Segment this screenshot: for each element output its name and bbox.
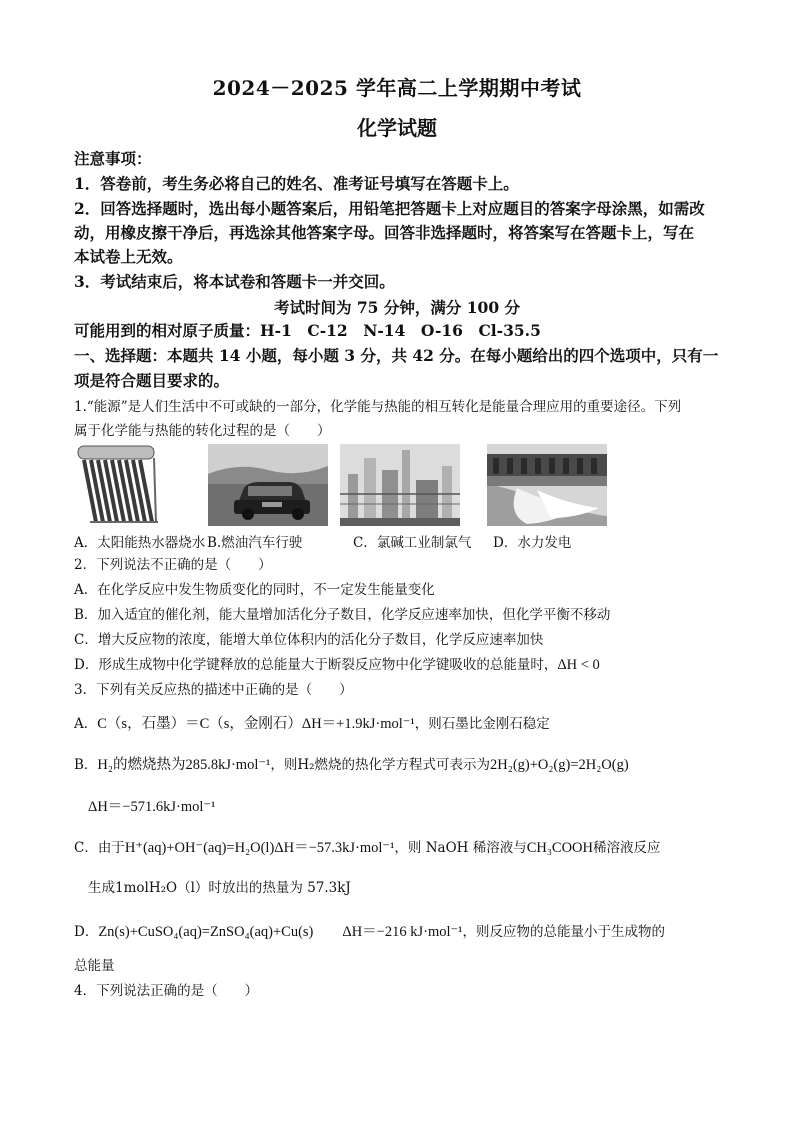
q2-option-d xyxy=(74,655,600,675)
q3-option-c-text: ，则 NaOH 稀溶液与 xyxy=(394,840,527,856)
q1-option-b: B.燃油汽车行驶 xyxy=(207,535,303,551)
q3-option-c xyxy=(74,838,661,858)
notice-item-1: 1．答卷前，考生务必将自己的姓名、准考证号填写在答题卡上。 xyxy=(74,174,519,193)
q2-option-c: C．增大反应物的浓度，能增大单位体积内的活化分子数目，化学反应速率加快 xyxy=(74,632,544,648)
exam-time-score: 考试时间为 75 分钟，满分 100 分 xyxy=(273,298,520,317)
q3-option-b-label: B． xyxy=(74,757,98,773)
q2-option-b: B．加入适宜的催化剂，能大量增加活化分子数目，化学反应速率加快，但化学平衡不移动 xyxy=(74,607,611,623)
atomic-masses: 可能用到的相对原子质量：H-1 C-12 N-14 O-16 Cl-35.5 xyxy=(74,321,541,340)
q3-option-d-text: ，则反应物的总能量小于生成物的 xyxy=(462,924,666,940)
q2-stem: 2．下列说法不正确的是（ ） xyxy=(74,557,272,573)
q1-stem-line-1: 1.“能源”是人们生活中不可或缺的一部分，化学能与热能的相互转化是能量合理应用的重要途径。下列 xyxy=(74,399,682,415)
q3-option-a-text: ，则石墨比金刚石稳定 xyxy=(414,716,550,732)
q1-stem-line-2: 属于化学能与热能的转化过程的是（ ） xyxy=(74,423,331,439)
q3-option-d-formula: Zn(s)+CuSO₄(aq)=ZnSO₄(aq)+Cu(s) ΔH＝−216 kJ·mol⁻¹ xyxy=(98,924,463,940)
q1-option-a: A．太阳能热水器烧水 xyxy=(74,535,206,551)
q1-option-c: C．氯碱工业制氯气 xyxy=(353,535,472,551)
chlor-alkali-plant-image xyxy=(340,444,460,526)
section-1-heading-line-1: 一、选择题：本题共 14 小题，每小题 3 分，共 42 分。在每小题给出的四个选项中，只有一 xyxy=(74,346,719,365)
q3-option-c-formula-2: CH₃COOH xyxy=(526,840,594,856)
q2-option-d-text: D．形成生成物中化学键释放的总能量大于断裂反应物中化学键吸收的总能量时， xyxy=(74,657,558,673)
q3-option-d xyxy=(74,922,665,942)
section-1-heading-line-2: 项是符合题目要求的。 xyxy=(74,371,230,390)
q3-option-b-line-2: ΔH＝−571.6kJ·mol⁻¹ xyxy=(88,799,216,815)
solar-water-heater-image xyxy=(74,444,190,526)
exam-subtitle: 化学试题 xyxy=(357,116,437,140)
notice-item-2-line-2: 动，用橡皮擦干净后，再选涂其他答案字母。回答非选择题时，将答案写在答题卡上，写在 xyxy=(74,223,695,242)
car-driving-image xyxy=(208,444,328,526)
q3-option-a-label: A． xyxy=(74,716,98,732)
q3-option-b-formula-1: H₂的燃烧热为285.8kJ·mol⁻¹ xyxy=(97,757,271,773)
q3-stem: 3．下列有关反应热的描述中正确的是（ ） xyxy=(74,682,353,698)
notice-item-2-line-3: 本试卷上无效。 xyxy=(74,247,183,266)
q3-option-b xyxy=(74,755,629,775)
q3-option-a-formula: C（s，石墨）＝C（s，金刚石）ΔH＝+1.9kJ·mol⁻¹ xyxy=(97,716,415,732)
q3-option-d-label: D． xyxy=(74,924,99,940)
notice-item-3: 3．考试结束后，将本试卷和答题卡一并交回。 xyxy=(74,272,395,291)
notice-item-2-line-1: 2．回答选择题时，选出每小题答案后，用铅笔把答题卡上对应题目的答案字母涂黑，如需改 xyxy=(74,199,705,218)
q3-option-c-label: C．由于 xyxy=(74,840,125,856)
hydropower-dam-image xyxy=(487,444,607,526)
q4-stem: 4．下列说法正确的是（ ） xyxy=(74,983,259,999)
q3-option-d-line-2: 总能量 xyxy=(74,958,115,974)
q3-option-a xyxy=(74,714,550,734)
q1-option-d: D．水力发电 xyxy=(493,535,572,551)
q3-option-b-text: ，则H₂燃烧的热化学方程式可表示为 xyxy=(270,757,491,773)
exam-title: 2024－2025 学年高二上学期期中考试 xyxy=(212,76,582,100)
q3-option-c-formula: H⁺(aq)+OH⁻(aq)=H₂O(l)ΔH＝−57.3kJ·mol⁻¹ xyxy=(124,840,395,856)
q3-option-b-formula-2: 2H₂(g)+O₂(g)=2H₂O(g) xyxy=(490,757,629,773)
q2-option-d-formula: ΔH < 0 xyxy=(557,657,600,673)
notice-heading: 注意事项： xyxy=(74,149,152,168)
q3-option-c-line-2: 生成1molH₂O（l）时放出的热量为 57.3kJ xyxy=(88,880,351,896)
q3-option-c-text-2: 稀溶液反应 xyxy=(593,840,661,856)
q2-option-a: A．在化学反应中发生物质变化的同时，不一定发生能量变化 xyxy=(74,582,435,598)
